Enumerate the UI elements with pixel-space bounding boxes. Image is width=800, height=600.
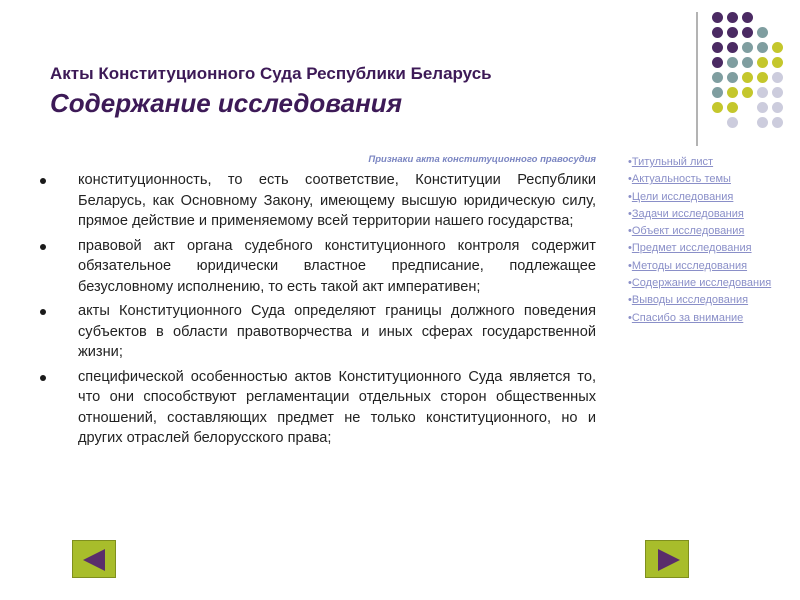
- nav-item: [628, 171, 798, 188]
- decor-dot: [772, 57, 783, 68]
- navigation-links: [628, 154, 798, 327]
- nav-bullet-icon: •: [628, 311, 632, 324]
- bullet-icon: [40, 178, 46, 184]
- decor-dot: [772, 117, 783, 128]
- nav-bullet-icon: •: [628, 207, 632, 220]
- nav-bullet-icon: •: [628, 242, 632, 255]
- nav-item: [628, 154, 798, 171]
- nav-item: [628, 292, 798, 309]
- decor-dot: [772, 42, 783, 53]
- nav-bullet-icon: •: [628, 277, 632, 290]
- decor-dot: [742, 72, 753, 83]
- nav-link-methods[interactable]: Методы исследования: [631, 259, 748, 272]
- decor-dot: [757, 117, 768, 128]
- decor-dot: [712, 57, 723, 68]
- decor-dot: [727, 87, 738, 98]
- bullet-icon: [40, 375, 46, 381]
- page-title: Акты Конституционного Суда Республики Беларусь: [50, 64, 492, 83]
- nav-link-subject[interactable]: Предмет исследования: [631, 242, 752, 255]
- nav-bullet-icon: •: [628, 294, 632, 307]
- nav-bullet-icon: •: [628, 190, 632, 203]
- prev-slide-button[interactable]: [72, 540, 116, 578]
- nav-link-thanks[interactable]: Спасибо за внимание: [631, 311, 744, 324]
- list-item: [40, 301, 596, 363]
- decor-dot: [757, 42, 768, 53]
- bullet-icon: [40, 244, 46, 250]
- nav-item: [628, 240, 798, 257]
- decor-dot: [727, 57, 738, 68]
- decor-dot: [727, 102, 738, 113]
- nav-link-goals[interactable]: Цели исследования: [631, 190, 734, 203]
- list-item-text: акты Конституционного Суда определяют границы должного поведения субъектов в области правотворчества и иных сферах государственной жизни;: [78, 303, 596, 360]
- decor-dot: [757, 87, 768, 98]
- decor-dot: [712, 12, 723, 23]
- nav-link-object[interactable]: Объект исследования: [631, 225, 745, 238]
- page-subtitle: Содержание исследования: [50, 88, 403, 118]
- decor-dot: [727, 42, 738, 53]
- decor-dot: [712, 42, 723, 53]
- decorative-dot-grid: [712, 12, 782, 132]
- arrow-right-icon: [646, 541, 690, 579]
- list-item: [40, 170, 596, 232]
- decor-dot: [742, 27, 753, 38]
- decor-dot: [712, 27, 723, 38]
- decor-dot: [742, 42, 753, 53]
- decor-dot: [772, 87, 783, 98]
- nav-link-tasks[interactable]: Задачи исследования: [631, 207, 744, 220]
- next-slide-button[interactable]: [645, 540, 689, 578]
- list-item: [40, 367, 596, 449]
- decor-dot: [712, 87, 723, 98]
- section-label: Признаки акта конституционного правосудия: [368, 154, 596, 165]
- nav-bullet-icon: •: [628, 259, 632, 272]
- decor-dot: [757, 102, 768, 113]
- nav-item: [628, 189, 798, 206]
- list-item: [40, 236, 596, 298]
- decor-dot: [742, 12, 753, 23]
- decor-dot: [712, 72, 723, 83]
- decor-dot: [772, 72, 783, 83]
- nav-bullet-icon: •: [628, 173, 632, 186]
- nav-item: [628, 258, 798, 275]
- decor-dot: [727, 117, 738, 128]
- decor-dot: [712, 102, 723, 113]
- decor-dot: [757, 27, 768, 38]
- nav-item: [628, 223, 798, 240]
- decorative-divider: [696, 12, 698, 146]
- decor-dot: [742, 57, 753, 68]
- decor-dot: [727, 27, 738, 38]
- list-item-text: специфической особенностью актов Конституционного Суда является то, что они способствуют регламентации отдельных сторон общественных отношений, составляющих предмет не только конституционного, но и других отраслей белорусского права;: [78, 368, 596, 446]
- list-item-text: конституционность, то есть соответствие, Конституции Республики Беларусь, как Основному Закону, имеющему высшую юридическую силу, прямое действие и применяемому всей территории нашего государства;: [78, 172, 596, 229]
- nav-bullet-icon: •: [628, 225, 632, 238]
- decor-dot: [757, 57, 768, 68]
- arrow-left-icon: [73, 541, 117, 579]
- decor-dot: [742, 87, 753, 98]
- decor-dot: [772, 102, 783, 113]
- decor-dot: [757, 72, 768, 83]
- nav-link-title[interactable]: Титульный лист: [631, 156, 714, 168]
- nav-item: [628, 310, 798, 327]
- nav-link-relevance[interactable]: Актуальность темы: [631, 173, 731, 186]
- nav-bullet-icon: •: [628, 156, 632, 168]
- decor-dot: [727, 72, 738, 83]
- bullet-icon: [40, 309, 46, 315]
- decor-dot: [727, 12, 738, 23]
- nav-link-conclusions[interactable]: Выводы исследования: [631, 294, 749, 307]
- nav-item: [628, 206, 798, 223]
- content-bullet-list: [40, 170, 596, 453]
- list-item-text: правовой акт органа судебного конституционного контроля содержит обязательное юридически властное предписание, подлежащее безусловному исполнению, то есть такой акт императивен;: [78, 237, 596, 295]
- nav-item: [628, 275, 798, 292]
- nav-link-content[interactable]: Содержание исследования: [631, 277, 772, 290]
